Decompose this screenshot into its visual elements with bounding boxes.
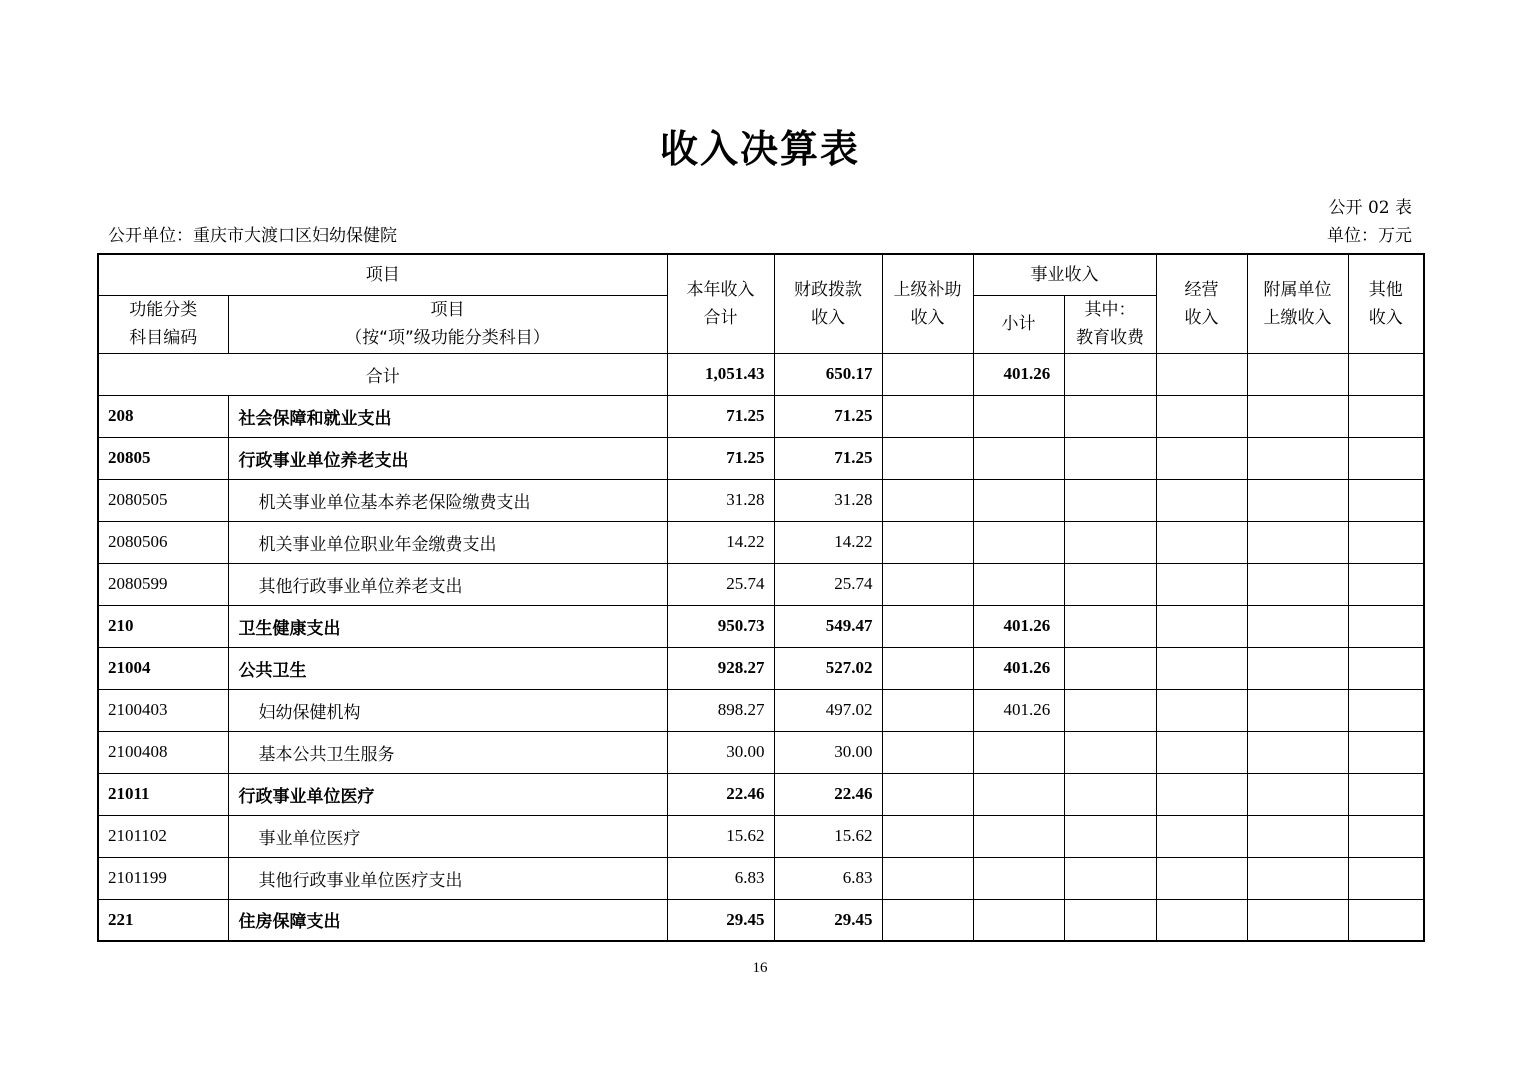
table-row [98, 857, 1424, 899]
row-other-income [1348, 437, 1424, 479]
row-education-fee [1064, 899, 1156, 941]
row-affiliated-income [1247, 437, 1348, 479]
row-total-income: 30.00 [667, 731, 774, 773]
row-operating-income [1156, 605, 1247, 647]
row-total-income: 25.74 [667, 563, 774, 605]
row-business-subtotal [973, 773, 1064, 815]
row-upper-subsidy [882, 563, 973, 605]
row-affiliated-income [1247, 899, 1348, 941]
row-upper-subsidy [882, 857, 973, 899]
header-name: 项目 （按“项”级功能分类科目） [228, 295, 667, 353]
total-business-subtotal: 401.26 [973, 353, 1064, 395]
row-business-subtotal [973, 521, 1064, 563]
row-name: 机关事业单位基本养老保险缴费支出 [228, 479, 667, 521]
table-row [98, 899, 1424, 941]
total-row [98, 353, 1424, 395]
row-operating-income [1156, 647, 1247, 689]
row-code: 2100408 [98, 731, 228, 773]
row-affiliated-income [1247, 773, 1348, 815]
row-business-subtotal [973, 437, 1064, 479]
row-other-income [1348, 395, 1424, 437]
row-name: 行政事业单位医疗 [228, 773, 667, 815]
row-code: 2080505 [98, 479, 228, 521]
row-education-fee [1064, 815, 1156, 857]
row-fiscal-income: 549.47 [774, 605, 882, 647]
table-row [98, 521, 1424, 563]
row-name: 事业单位医疗 [228, 815, 667, 857]
header-business-group: 事业收入 [973, 254, 1156, 295]
table-row [98, 773, 1424, 815]
amount-unit: 单位：万元 [1327, 226, 1412, 246]
row-upper-subsidy [882, 773, 973, 815]
row-upper-subsidy [882, 437, 973, 479]
row-operating-income [1156, 563, 1247, 605]
row-code: 210 [98, 605, 228, 647]
row-upper-subsidy [882, 815, 973, 857]
total-fiscal-value: 650.17 [774, 353, 882, 395]
row-fiscal-income: 15.62 [774, 815, 882, 857]
row-code: 221 [98, 899, 228, 941]
table-row [98, 479, 1424, 521]
row-upper-subsidy [882, 731, 973, 773]
table-row [98, 437, 1424, 479]
row-other-income [1348, 815, 1424, 857]
row-total-income: 928.27 [667, 647, 774, 689]
row-other-income [1348, 479, 1424, 521]
row-fiscal-income: 30.00 [774, 731, 882, 773]
table-row [98, 731, 1424, 773]
row-education-fee [1064, 437, 1156, 479]
reporting-unit: 公开单位：重庆市大渡口区妇幼保健院 [108, 226, 397, 246]
row-total-income: 71.25 [667, 437, 774, 479]
row-business-subtotal: 401.26 [973, 647, 1064, 689]
row-education-fee [1064, 689, 1156, 731]
row-operating-income [1156, 479, 1247, 521]
form-number: 公开 02 表 [1328, 198, 1412, 218]
row-other-income [1348, 647, 1424, 689]
row-other-income [1348, 605, 1424, 647]
header-fiscal-income: 财政拨款 收入 [774, 254, 882, 353]
row-education-fee [1064, 731, 1156, 773]
table-row [98, 815, 1424, 857]
row-business-subtotal [973, 857, 1064, 899]
row-name: 行政事业单位养老支出 [228, 437, 667, 479]
page-title: 收入决算表 [659, 127, 860, 171]
row-affiliated-income [1247, 605, 1348, 647]
row-other-income [1348, 773, 1424, 815]
row-fiscal-income: 14.22 [774, 521, 882, 563]
header-education-fee: 其中： 教育收费 [1064, 295, 1156, 353]
header-code: 功能分类 科目编码 [98, 295, 228, 353]
row-fiscal-income: 31.28 [774, 479, 882, 521]
row-name: 卫生健康支出 [228, 605, 667, 647]
row-name: 住房保障支出 [228, 899, 667, 941]
row-other-income [1348, 521, 1424, 563]
row-upper-subsidy [882, 395, 973, 437]
header-item-group: 项目 [98, 254, 667, 295]
row-other-income [1348, 857, 1424, 899]
row-name: 公共卫生 [228, 647, 667, 689]
row-other-income [1348, 563, 1424, 605]
row-business-subtotal [973, 479, 1064, 521]
row-total-income: 31.28 [667, 479, 774, 521]
row-education-fee [1064, 479, 1156, 521]
row-affiliated-income [1247, 815, 1348, 857]
row-code: 21011 [98, 773, 228, 815]
row-affiliated-income [1247, 731, 1348, 773]
row-affiliated-income [1247, 563, 1348, 605]
row-operating-income [1156, 773, 1247, 815]
table-row [98, 647, 1424, 689]
row-affiliated-income [1247, 521, 1348, 563]
row-name: 社会保障和就业支出 [228, 395, 667, 437]
row-other-income [1348, 899, 1424, 941]
row-upper-subsidy [882, 689, 973, 731]
row-operating-income [1156, 437, 1247, 479]
row-total-income: 6.83 [667, 857, 774, 899]
row-code: 2101199 [98, 857, 228, 899]
row-affiliated-income [1247, 479, 1348, 521]
row-operating-income [1156, 395, 1247, 437]
row-upper-subsidy [882, 647, 973, 689]
row-upper-subsidy [882, 479, 973, 521]
row-business-subtotal [973, 815, 1064, 857]
table-row [98, 563, 1424, 605]
header-upper-subsidy: 上级补助 收入 [882, 254, 973, 353]
row-affiliated-income [1247, 647, 1348, 689]
row-business-subtotal [973, 395, 1064, 437]
row-education-fee [1064, 395, 1156, 437]
row-upper-subsidy [882, 521, 973, 563]
row-total-income: 950.73 [667, 605, 774, 647]
row-code: 208 [98, 395, 228, 437]
row-total-income: 14.22 [667, 521, 774, 563]
row-code: 2080599 [98, 563, 228, 605]
row-upper-subsidy [882, 605, 973, 647]
row-total-income: 29.45 [667, 899, 774, 941]
row-business-subtotal [973, 731, 1064, 773]
row-business-subtotal [973, 563, 1064, 605]
row-fiscal-income: 497.02 [774, 689, 882, 731]
table-row [98, 395, 1424, 437]
row-code: 2101102 [98, 815, 228, 857]
row-affiliated-income [1247, 395, 1348, 437]
header-affiliated-income: 附属单位 上缴收入 [1247, 254, 1348, 353]
header-operating-income: 经营 收入 [1156, 254, 1247, 353]
row-affiliated-income [1247, 857, 1348, 899]
row-fiscal-income: 6.83 [774, 857, 882, 899]
income-statement-table [97, 253, 1425, 942]
row-education-fee [1064, 647, 1156, 689]
row-name: 妇幼保健机构 [228, 689, 667, 731]
row-operating-income [1156, 521, 1247, 563]
row-fiscal-income: 25.74 [774, 563, 882, 605]
table-row [98, 605, 1424, 647]
row-total-income: 898.27 [667, 689, 774, 731]
row-fiscal-income: 527.02 [774, 647, 882, 689]
total-label: 合计 [98, 353, 667, 395]
row-business-subtotal: 401.26 [973, 605, 1064, 647]
row-total-income: 71.25 [667, 395, 774, 437]
row-name: 其他行政事业单位医疗支出 [228, 857, 667, 899]
row-name: 其他行政事业单位养老支出 [228, 563, 667, 605]
row-code: 2080506 [98, 521, 228, 563]
row-fiscal-income: 71.25 [774, 437, 882, 479]
row-operating-income [1156, 899, 1247, 941]
row-operating-income [1156, 857, 1247, 899]
header-total-income: 本年收入 合计 [667, 254, 774, 353]
row-operating-income [1156, 815, 1247, 857]
total-income-value: 1,051.43 [667, 353, 774, 395]
row-business-subtotal: 401.26 [973, 689, 1064, 731]
row-code: 2100403 [98, 689, 228, 731]
row-name: 基本公共卫生服务 [228, 731, 667, 773]
header-business-subtotal: 小计 [973, 295, 1064, 353]
row-operating-income [1156, 731, 1247, 773]
row-fiscal-income: 71.25 [774, 395, 882, 437]
row-education-fee [1064, 563, 1156, 605]
page-number: 16 [752, 960, 768, 976]
row-education-fee [1064, 605, 1156, 647]
row-fiscal-income: 22.46 [774, 773, 882, 815]
row-affiliated-income [1247, 689, 1348, 731]
row-code: 21004 [98, 647, 228, 689]
row-education-fee [1064, 773, 1156, 815]
row-upper-subsidy [882, 899, 973, 941]
row-code: 20805 [98, 437, 228, 479]
row-total-income: 15.62 [667, 815, 774, 857]
row-name: 机关事业单位职业年金缴费支出 [228, 521, 667, 563]
row-total-income: 22.46 [667, 773, 774, 815]
row-operating-income [1156, 689, 1247, 731]
row-fiscal-income: 29.45 [774, 899, 882, 941]
row-business-subtotal [973, 899, 1064, 941]
row-other-income [1348, 689, 1424, 731]
row-education-fee [1064, 521, 1156, 563]
table-row [98, 689, 1424, 731]
row-other-income [1348, 731, 1424, 773]
row-education-fee [1064, 857, 1156, 899]
header-other-income: 其他 收入 [1348, 254, 1424, 353]
